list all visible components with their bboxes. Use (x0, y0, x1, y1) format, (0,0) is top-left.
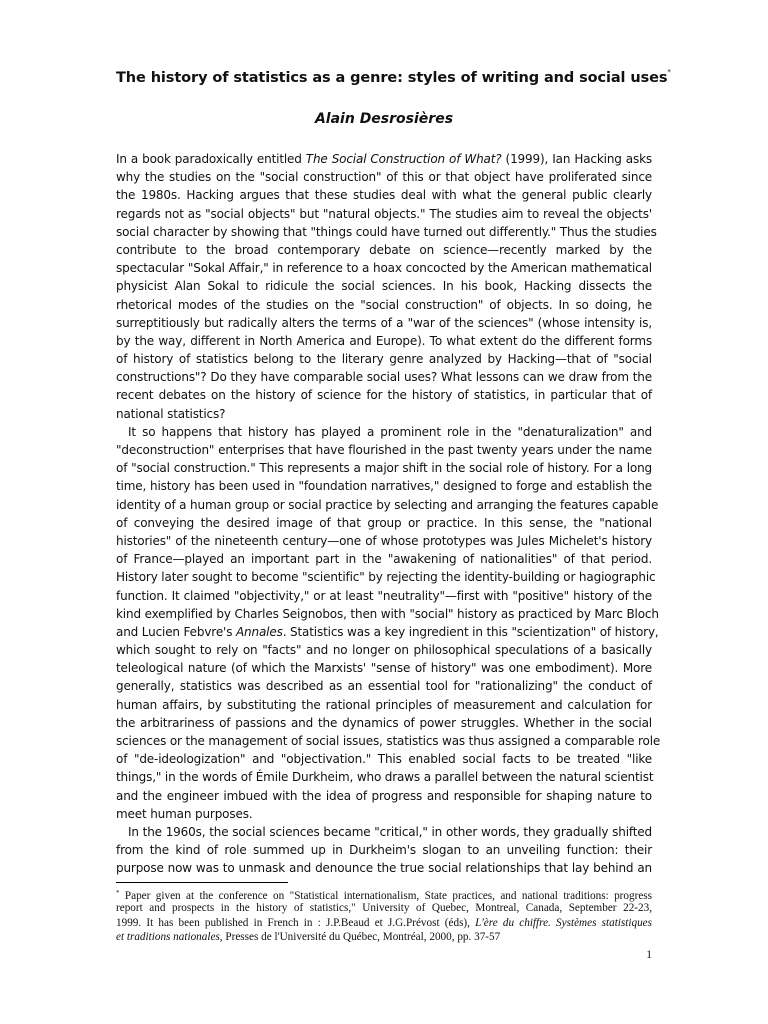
text-run: Presses de l'Université du Québec, Montréal, 2000, pp. 37-57 (222, 931, 501, 944)
text-line: national statistics? (116, 406, 226, 421)
text-line (116, 150, 652, 168)
text-line: physicist Alan Sokal to ridicule the social sciences. In his book, Hacking dissects the (116, 279, 652, 294)
text-line: of France—played an important part in the "awakening of nationalities" of that period. (116, 552, 652, 567)
text-line: of "social construction." This represents a major shift in the social role of history. For a long (116, 461, 652, 476)
text-line: of "de-ideologization" and "objectivation." This enabled social facts to be treated "like (116, 752, 652, 767)
text-run: Paper given at the conference on "Statistical internationalism, State practices, and national traditions: progress (119, 890, 652, 902)
paper-title (116, 68, 671, 86)
footnote-line (116, 886, 652, 901)
text-line: kind exemplified by Charles Seignobos, then with "social" history as practiced by Marc Bloch (116, 606, 659, 621)
text-line: the 1980s. Hacking argues that these studies deal with what the general public clearly (116, 188, 652, 203)
italic-text: The Social Construction of What? (305, 152, 502, 166)
text-run: (1999), Ian Hacking asks (501, 152, 652, 166)
text-line: things," in the words of Émile Durkheim, who draws a parallel between the natural scientist (116, 770, 654, 785)
footnote-line (116, 930, 652, 945)
text-run: and Lucien Febvre's (116, 624, 236, 639)
author-name: Alain Desrosières (314, 111, 454, 127)
paper-title-text: The history of statistics as a genre: styles of writing and social uses (116, 70, 668, 86)
text-run: 1999. It has been published in French in : J.P.Beaud et J.G.Prévost (éds), (116, 916, 476, 929)
text-line: contribute to the broad contemporary debate on science—recently marked by the (116, 242, 652, 257)
page-number: 1 (646, 949, 652, 961)
body-text (116, 150, 661, 878)
footnote (116, 886, 652, 945)
text-line: rhetorical modes of the studies on the "social construction" of objects. In so doing, he (116, 297, 652, 312)
text-line: constructions"? Do they have comparable social uses? What lessons can we draw from the (116, 370, 652, 385)
text-line: social character by showing that "things could have turned out differently." Thus the studies (116, 224, 657, 239)
text-line: recent debates on the history of science for the history of statistics, in particular that of (116, 388, 652, 403)
text-line: and the engineer imbued with the idea of progress and responsible for shaping nature to (116, 788, 652, 803)
text-run: In a book paradoxically entitled (116, 152, 306, 166)
text-line: time, history has been used in "foundation narratives," designed to forge and establish the (116, 479, 652, 494)
footnote-line (116, 916, 652, 931)
text-line: regards not as "social objects" but "natural objects." The studies aim to reveal the objects' (116, 206, 652, 221)
text-line: It so happens that history has played a prominent role in the "denaturalization" and (128, 424, 652, 439)
text-line: meet human purposes. (116, 806, 253, 821)
text-line: from the kind of role summed up in Durkheim's slogan to an unveiling function: their (116, 843, 652, 858)
text-line: surreptitiously but radically alters the terms of a "war of the sciences" (whose intensity is, (116, 315, 652, 330)
text-line: the arbitrariness of passions and the dynamics of power struggles. Whether in the social (116, 715, 652, 730)
text-line: which sought to rely on "facts" and no longer on philosophical speculations of a basically (116, 643, 652, 658)
italic-text: et traditions nationales, (116, 931, 223, 944)
text-line: human affairs, by substituting the rational principles of measurement and calculation for (116, 697, 652, 712)
text-line: why the studies on the "social construction" of this or that object have proliferated since (116, 170, 652, 185)
text-line: of conveying the desired image of that group or practice. In this sense, the "national (116, 515, 652, 530)
text-line (116, 623, 659, 641)
text-line: purpose now was to unmask and denounce the true social relationships that lay behind an (116, 861, 652, 876)
footnote-marker: * (116, 889, 120, 897)
text-line: "deconstruction" enterprises that have flourished in the past twenty years under the name (116, 443, 652, 457)
text-run: report and prospects in the history of statistics," University of Quebec, Montreal, Canada, September 22-23, (116, 901, 652, 914)
text-line: function. It claimed "objectivity," or at least "neutrality"—first with "positive" history of the (116, 588, 652, 603)
text-line: histories" of the nineteenth century—one of whose prototypes was Jules Michelet's history (116, 533, 652, 548)
footnote-divider (116, 882, 288, 883)
footnote-line (116, 901, 652, 916)
text-line: teleological nature (of which the Marxists' "sense of history" was one embodiment). More (116, 661, 652, 676)
title-footnote-marker: * (667, 68, 671, 76)
text-line: sciences or the management of social issues, statistics was thus assigned a comparable role (116, 734, 661, 748)
text-line: spectacular "Sokal Affair," in reference to a hoax concocted by the American mathematical (116, 261, 652, 276)
italic-text: Annales (235, 624, 283, 639)
text-line: by the way, different in North America and Europe). To what extent do the different forms (116, 333, 652, 348)
text-run: . Statistics was a key ingredient in this "scientization" of history, (282, 624, 659, 639)
italic-text: L'ère du chiffre. Systèmes statistiques (475, 916, 652, 929)
text-line: of history of statistics belong to the literary genre analyzed by Hacking—that of "social (116, 352, 652, 367)
text-line: History later sought to become "scientific" by rejecting the identity-building or hagiographic (116, 570, 656, 585)
text-line: identity of a human group or social practice by selecting and arranging the features capable (116, 497, 659, 512)
text-line: generally, statistics was described as an essential tool for "rationalizing" the conduct of (116, 679, 652, 694)
text-line: In the 1960s, the social sciences became "critical," in other words, they gradually shifted (128, 824, 652, 839)
